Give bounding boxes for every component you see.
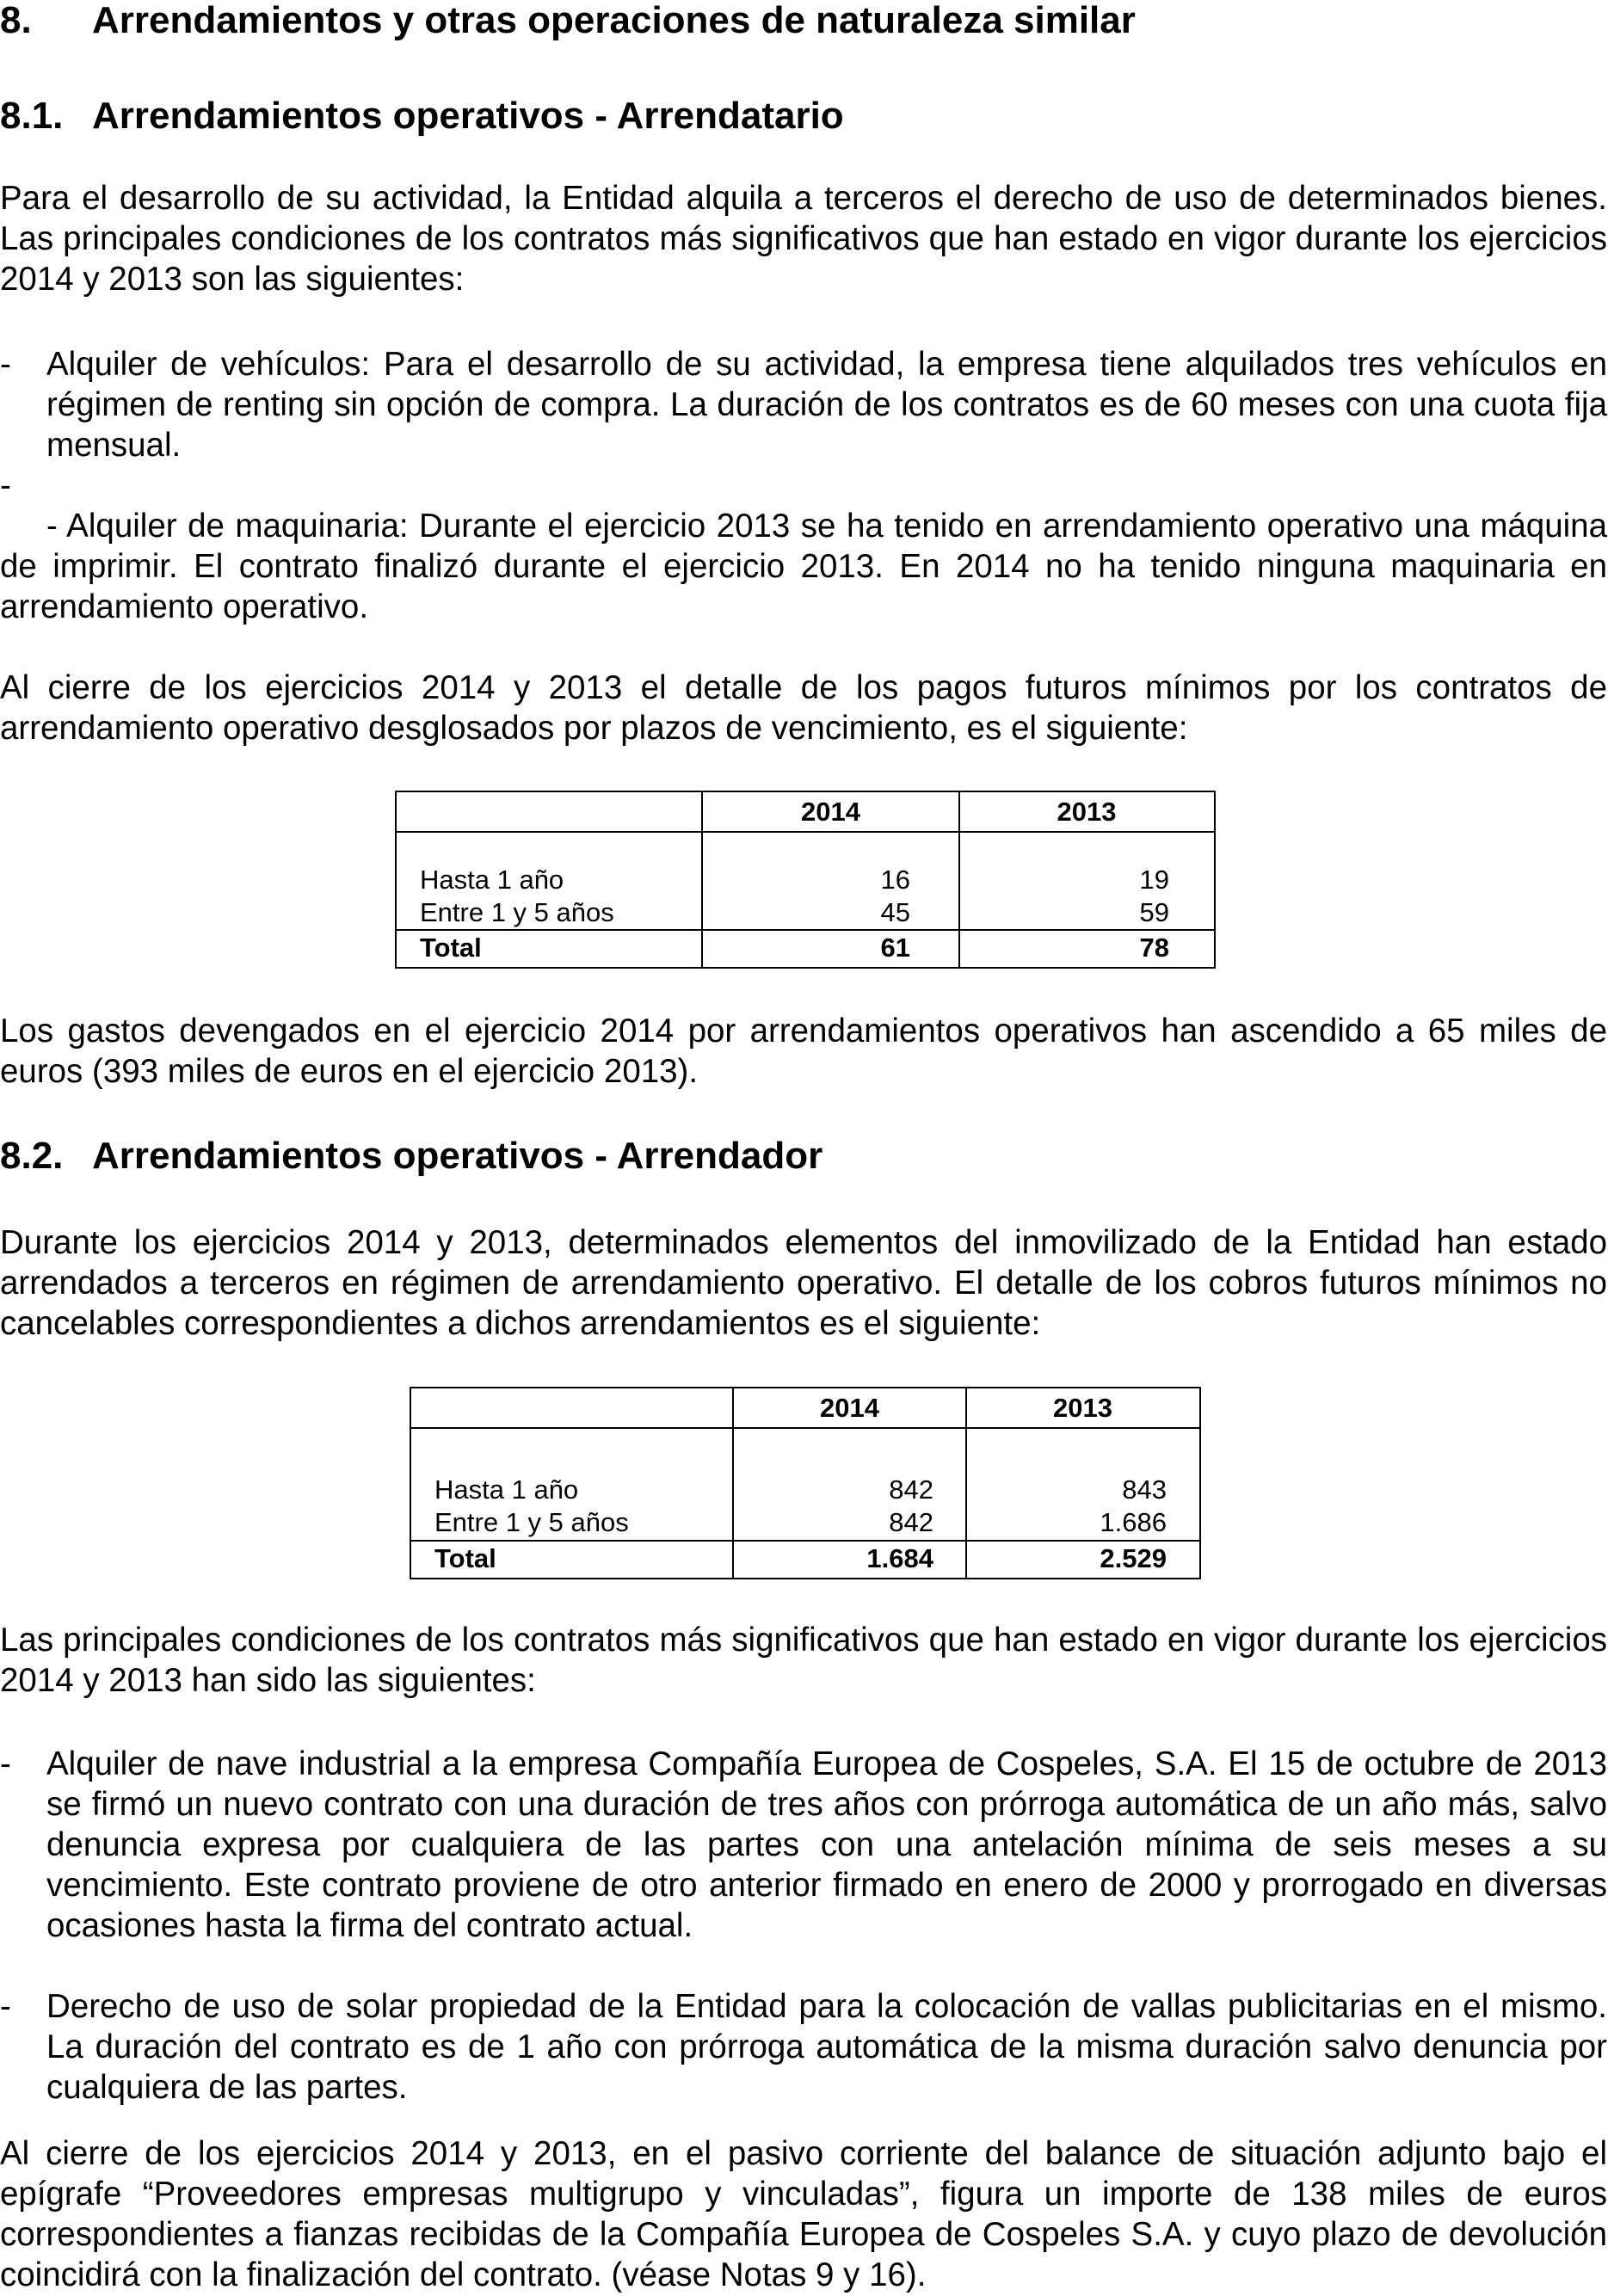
total-label: Total: [420, 933, 482, 963]
total-2013: 78: [1139, 933, 1169, 963]
bullet-item: [0, 1744, 1607, 1946]
subsection-number: 8.2.: [0, 1135, 64, 1177]
empty-bullet-dash: -: [0, 467, 11, 504]
bullet-dash: -: [0, 346, 11, 383]
value-2014: 842: [889, 1507, 933, 1537]
table-header-row: [411, 1388, 1199, 1429]
section-title: Arrendamientos y otras operaciones de naturaleza similar: [92, 0, 1136, 41]
bullet-dash: -: [0, 1988, 11, 2025]
total-label: Total: [434, 1543, 496, 1573]
table-total-row: [397, 929, 1214, 967]
bullet-text: - Alquiler de maquinaria: Durante el ejercicio 2013 se ha tenido en arrendamiento operativo una máquina de imprimir. El contrato finalizó durante el ejercicio 2013. En 2014 no ha tenido ninguna maquinaria en arrendamiento operativo.: [0, 508, 1607, 625]
bullet-dash: -: [0, 1745, 11, 1782]
value-2013: 19: [1139, 865, 1169, 895]
table-row: [411, 1506, 1199, 1539]
total-2013: 2.529: [1100, 1543, 1167, 1573]
bullet-text: Alquiler de nave industrial a la empresa Compañía Europea de Cospeles, S.A. El 15 de octubre de 2013 se firmó un nuevo contrato con una duración de tres años con prórroga automática de un año más, salvo denuncia expresa por cualquiera de las partes con una antelación mínima de seis meses a su vencimiento. Este contrato proviene de otro anterior firmado en enero de 2000 y prorrogado en diversas ocasiones hasta la firma del contrato actual.: [46, 1745, 1607, 1944]
bullet-item: [0, 344, 1607, 465]
value-2014: 842: [889, 1474, 933, 1505]
table-row: [397, 864, 1214, 896]
paragraph-intro-8-1: Para el desarrollo de su actividad, la Entidad alquila a terceros el derecho de uso de determinados bienes. Las principales condiciones de los contratos más significativos que han estado en vigor durante los ejercicios 2014 y 2013 son las siguientes:: [0, 180, 1607, 298]
table-row: [411, 1474, 1199, 1506]
row-label: Entre 1 y 5 años: [420, 897, 614, 927]
row-label: Entre 1 y 5 años: [434, 1507, 629, 1537]
bullet-text: Derecho de uso de solar propiedad de la Entidad para la colocación de vallas publicitarias en el mismo. La duración del contrato es de 1 año con prórroga automática de la misma duración salvo denuncia por cualquiera de las partes.: [46, 1988, 1607, 2106]
row-label: Hasta 1 año: [420, 865, 564, 895]
paragraph-intro-8-2: Durante los ejercicios 2014 y 2013, determinados elementos del inmovilizado de la Entidad han estado arrendados a terceros en régimen de arrendamiento operativo. El detalle de los cobros futuros mínimos no cancelables correspondientes a dichos arrendamientos es el siguiente:: [0, 1224, 1607, 1342]
column-header-2014: 2014: [801, 797, 860, 827]
lease-receivables-table: [410, 1387, 1201, 1579]
value-2013: 59: [1139, 897, 1169, 927]
subsection-title: Arrendamientos operativos - Arrendador: [92, 1135, 823, 1177]
value-2013: 1.686: [1100, 1507, 1167, 1537]
table-header-row: [397, 792, 1214, 833]
value-2014: 45: [880, 897, 910, 927]
table-row: [397, 896, 1214, 929]
total-2014: 61: [880, 933, 910, 963]
row-label: Hasta 1 año: [434, 1474, 579, 1505]
total-2014: 1.684: [866, 1543, 933, 1573]
bullet-text: Alquiler de vehículos: Para el desarrollo de su actividad, la empresa tiene alquilados tres vehículos en régimen de renting sin opción de compra. La duración de los contratos es de 60 meses con una cuota fija mensual.: [46, 346, 1607, 464]
column-header-2014: 2014: [820, 1393, 879, 1423]
subsection-number: 8.1.: [0, 95, 64, 137]
section-heading: [0, 2, 1136, 40]
subsection-heading-8-1: [0, 97, 844, 135]
value-2014: 16: [880, 865, 910, 895]
value-2013: 843: [1122, 1474, 1167, 1505]
bullet-item: [0, 506, 1607, 627]
column-header-2013: 2013: [1057, 797, 1117, 827]
table-total-row: [411, 1540, 1199, 1578]
lease-payments-table: [395, 791, 1216, 969]
paragraph-expenses: Los gastos devengados en el ejercicio 2014 por arrendamientos operativos han ascendido a 65 miles de euros (393 miles de euros en el ejercicio 2013).: [0, 1013, 1607, 1090]
column-header-2013: 2013: [1053, 1393, 1112, 1423]
section-number: 8.: [0, 0, 32, 41]
bullet-item: [0, 1986, 1607, 2108]
subsection-title: Arrendamientos operativos - Arrendatario: [92, 95, 844, 137]
subsection-heading-8-2: [0, 1137, 822, 1175]
paragraph-closing: Al cierre de los ejercicios 2014 y 2013, en el pasivo corriente del balance de situación adjunto bajo el epígrafe “Proveedores empresas multigrupo y vinculadas”, figura un importe de 138 miles de euros correspondientes a fianzas recibidas de la Compañía Europea de Cospeles S.A. y cuyo plazo de devolución coincidirá con la finalización del contrato. (véase Notas 9 y 16).: [0, 2135, 1607, 2293]
paragraph-conditions-intro: Las principales condiciones de los contratos más significativos que han estado en vigor durante los ejercicios 2014 y 2013 han sido las siguientes:: [0, 1622, 1607, 1699]
paragraph-table-intro-8-1: Al cierre de los ejercicios 2014 y 2013 el detalle de los pagos futuros mínimos por los contratos de arrendamiento operativo desglosados por plazos de vencimiento, es el siguiente:: [0, 669, 1607, 747]
